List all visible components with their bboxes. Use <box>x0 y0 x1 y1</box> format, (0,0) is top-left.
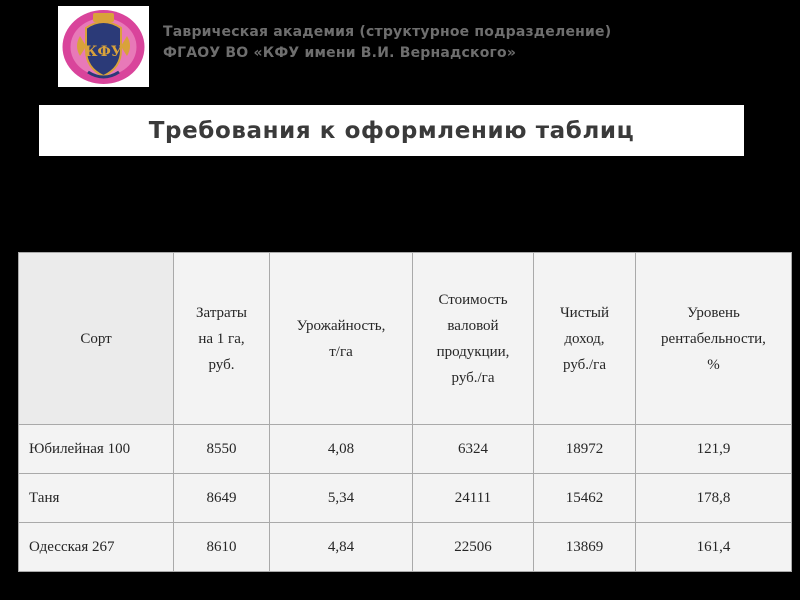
slide-title-banner <box>39 105 744 156</box>
kfu-emblem-icon <box>58 6 149 87</box>
table-header <box>19 253 792 425</box>
table-cell: Одесская 267 <box>19 523 174 572</box>
table-cell: 178,8 <box>636 474 792 523</box>
university-logo <box>58 6 149 87</box>
column-header-sort: Сорт <box>19 253 174 425</box>
column-header-yield: Урожайность, т/га <box>270 253 413 425</box>
table-row <box>19 474 792 523</box>
table-cell: 8610 <box>174 523 270 572</box>
table-cell: 15462 <box>534 474 636 523</box>
table-row <box>19 523 792 572</box>
data-table <box>18 252 792 572</box>
table-cell: 121,9 <box>636 425 792 474</box>
table-cell: Таня <box>19 474 174 523</box>
table-cell: 18972 <box>534 425 636 474</box>
slide-title: Требования к оформлению таблиц <box>148 117 635 144</box>
column-header-cost: Затраты на 1 га, руб. <box>174 253 270 425</box>
table-cell: 8649 <box>174 474 270 523</box>
table-row <box>19 425 792 474</box>
table-cell: 24111 <box>413 474 534 523</box>
table-cell: 22506 <box>413 523 534 572</box>
table-cell: 13869 <box>534 523 636 572</box>
organization-line-1: Таврическая академия (структурное подразделение) <box>163 24 612 40</box>
table-body <box>19 425 792 572</box>
table-cell: 8550 <box>174 425 270 474</box>
svg-text:КФУ: КФУ <box>84 44 123 60</box>
table-cell: 4,84 <box>270 523 413 572</box>
table-cell: Юбилейная 100 <box>19 425 174 474</box>
column-header-gross-value: Стоимость валовой продукции, руб./га <box>413 253 534 425</box>
column-header-net-income: Чистый доход, руб./га <box>534 253 636 425</box>
table-header-row <box>19 253 792 425</box>
table-cell: 4,08 <box>270 425 413 474</box>
column-header-profitability: Уровень рентабельности, % <box>636 253 792 425</box>
table-cell: 5,34 <box>270 474 413 523</box>
organization-line-2: ФГАОУ ВО «КФУ имени В.И. Вернадского» <box>163 45 517 61</box>
table-cell: 6324 <box>413 425 534 474</box>
table-cell: 161,4 <box>636 523 792 572</box>
organization-name <box>163 22 623 64</box>
